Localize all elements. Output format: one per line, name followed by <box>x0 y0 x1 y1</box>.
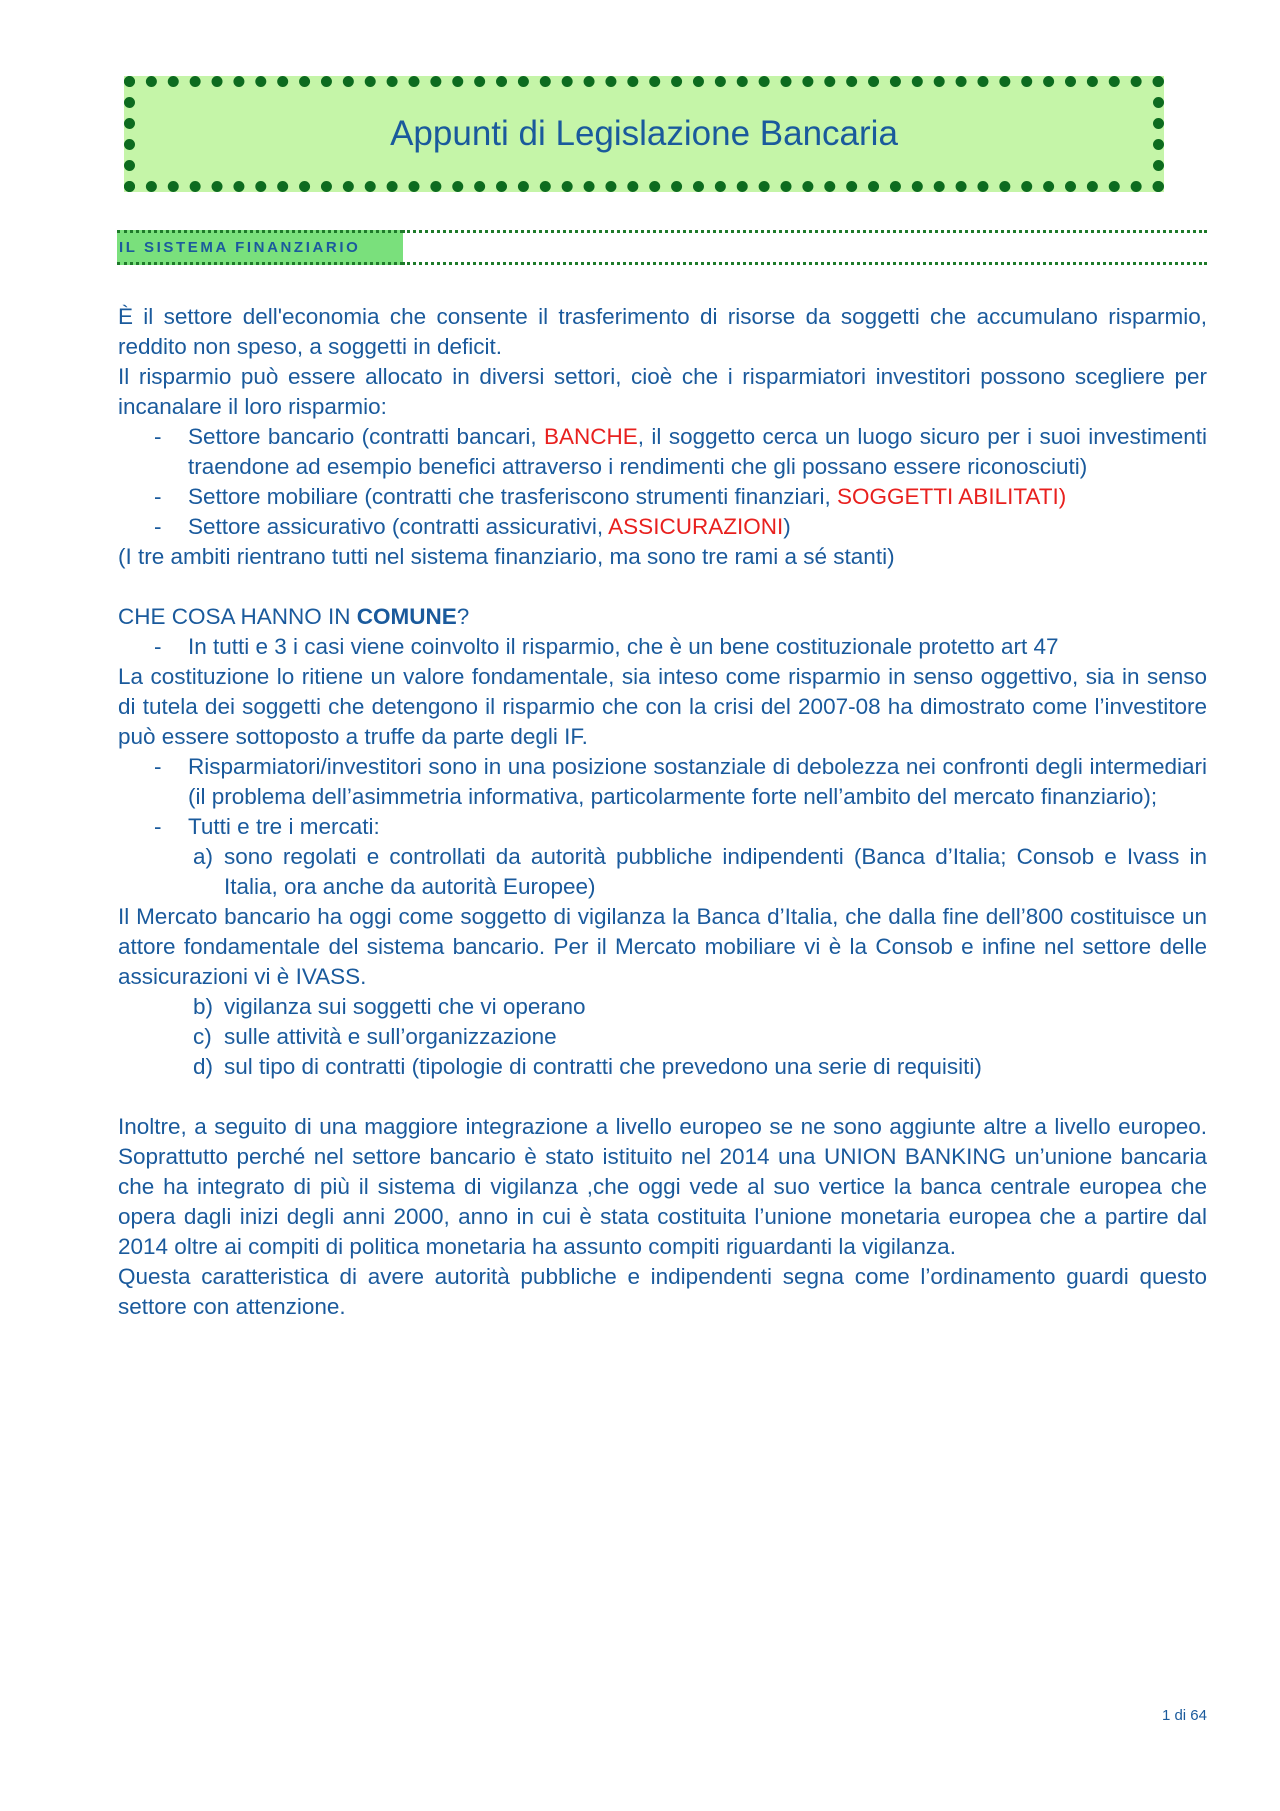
list-item: b) vigilanza sui soggetti che vi operano <box>193 994 586 1019</box>
sectors-note: (I tre ambiti rientrano tutti nel sistema finanziario, ma sono tre rami a sé stanti) <box>118 544 895 569</box>
list-item: - Risparmiatori/investitori sono in una posizione sostanziale di debolezza nei confronti degli intermediari (il problema dell’asimmetria informativa, particolarmente forte nell’ambito del mercato finanziario); <box>188 752 1207 812</box>
closing-paragraph: Questa caratteristica di avere autorità pubbliche e indipendenti segna come l’ordinamento guardi questo settore con attenzione. <box>118 1264 1207 1319</box>
section-heading <box>117 226 1207 270</box>
common-list-1 <box>118 632 1207 662</box>
list-item: d) sul tipo di contratti (tipologie di contratti che prevedono una serie di requisiti) <box>193 1054 982 1079</box>
sectors-list <box>118 422 1207 542</box>
heading-divider-bottom <box>402 262 1207 265</box>
markets-list-a <box>118 842 1207 902</box>
intro-paragraph-1: È il settore dell'economia che consente il trasferimento di risorse da soggetti che accumulano risparmio, reddito non speso, a soggetti in deficit. <box>118 304 1207 359</box>
list-item: a) sono regolati e controllati da autorità pubbliche indipendenti (Banca d’Italia; Consob e Ivass in Italia, ora anche da autorità Europee) <box>193 844 1207 899</box>
intro-paragraph-2: Il risparmio può essere allocato in diversi settori, cioè che i risparmiatori investitori possono scegliere per incanalare il loro risparmio: <box>118 364 1207 419</box>
document-body <box>118 302 1207 1322</box>
europe-paragraph: Inoltre, a seguito di una maggiore integrazione a livello europeo se ne sono aggiunte altre a livello europeo. Soprattutto perché nel settore bancario è stato istituito nel 2014 una UNION BANKING un’unione bancaria che ha integrato di più il sistema di vigilanza ,che oggi vede al suo vertice la banca centrale europea che opera dagli inizi degli anni 2000, anno in cui è stata costituita l’unione monetaria europea che a partire dal 2014 oltre ai compiti di politica monetaria ha assunto compiti riguardanti la vigilanza. <box>118 1114 1207 1259</box>
document-title: Appunti di Legislazione Bancaria <box>390 114 898 153</box>
common-heading: CHE COSA HANNO IN COMUNE? <box>118 604 470 629</box>
heading-divider-top <box>402 230 1207 233</box>
highlight-term: SOGGETTI ABILITATI) <box>837 484 1067 509</box>
markets-list-b <box>118 992 1207 1082</box>
highlight-term: ASSICURAZIONI <box>608 514 784 539</box>
section-heading-label: IL SISTEMA FINANZIARIO <box>117 230 403 265</box>
list-item: - Settore bancario (contratti bancari, BANCHE, il soggetto cerca un luogo sicuro per i suoi investimenti traendone ad esempio benefici attraverso i rendimenti che gli possano essere riconosciuti) <box>188 422 1207 482</box>
list-item: - Tutti e tre i mercati: <box>188 812 1207 842</box>
markets-paragraph: Il Mercato bancario ha oggi come soggetto di vigilanza la Banca d’Italia, che dalla fine dell’800 costituisce un attore fondamentale del sistema bancario. Per il Mercato mobiliare vi è la Consob e infine nel settore delle assicurazioni vi è IVASS. <box>118 904 1207 989</box>
constitution-paragraph: La costituzione lo ritiene un valore fondamentale, sia inteso come risparmio in senso oggettivo, sia in senso di tutela dei soggetti che detengono il risparmio che con la crisi del 2007-08 ha dimostrato come l’investitore può essere sottoposto a truffe da parte degli IF. <box>118 664 1207 749</box>
list-item: c) sulle attività e sull’organizzazione <box>193 1024 557 1049</box>
list-item: - Settore assicurativo (contratti assicurativi, ASSICURAZIONI) <box>188 512 1207 542</box>
highlight-term: BANCHE <box>544 424 638 449</box>
common-list-2 <box>118 752 1207 842</box>
list-item: - Settore mobiliare (contratti che trasferiscono strumenti finanziari, SOGGETTI ABILITATI) <box>188 482 1207 512</box>
list-item: - In tutti e 3 i casi viene coinvolto il risparmio, che è un bene costituzionale protetto art 47 <box>188 632 1207 662</box>
page-number: 1 di 64 <box>1161 1707 1207 1724</box>
title-banner <box>124 76 1164 192</box>
